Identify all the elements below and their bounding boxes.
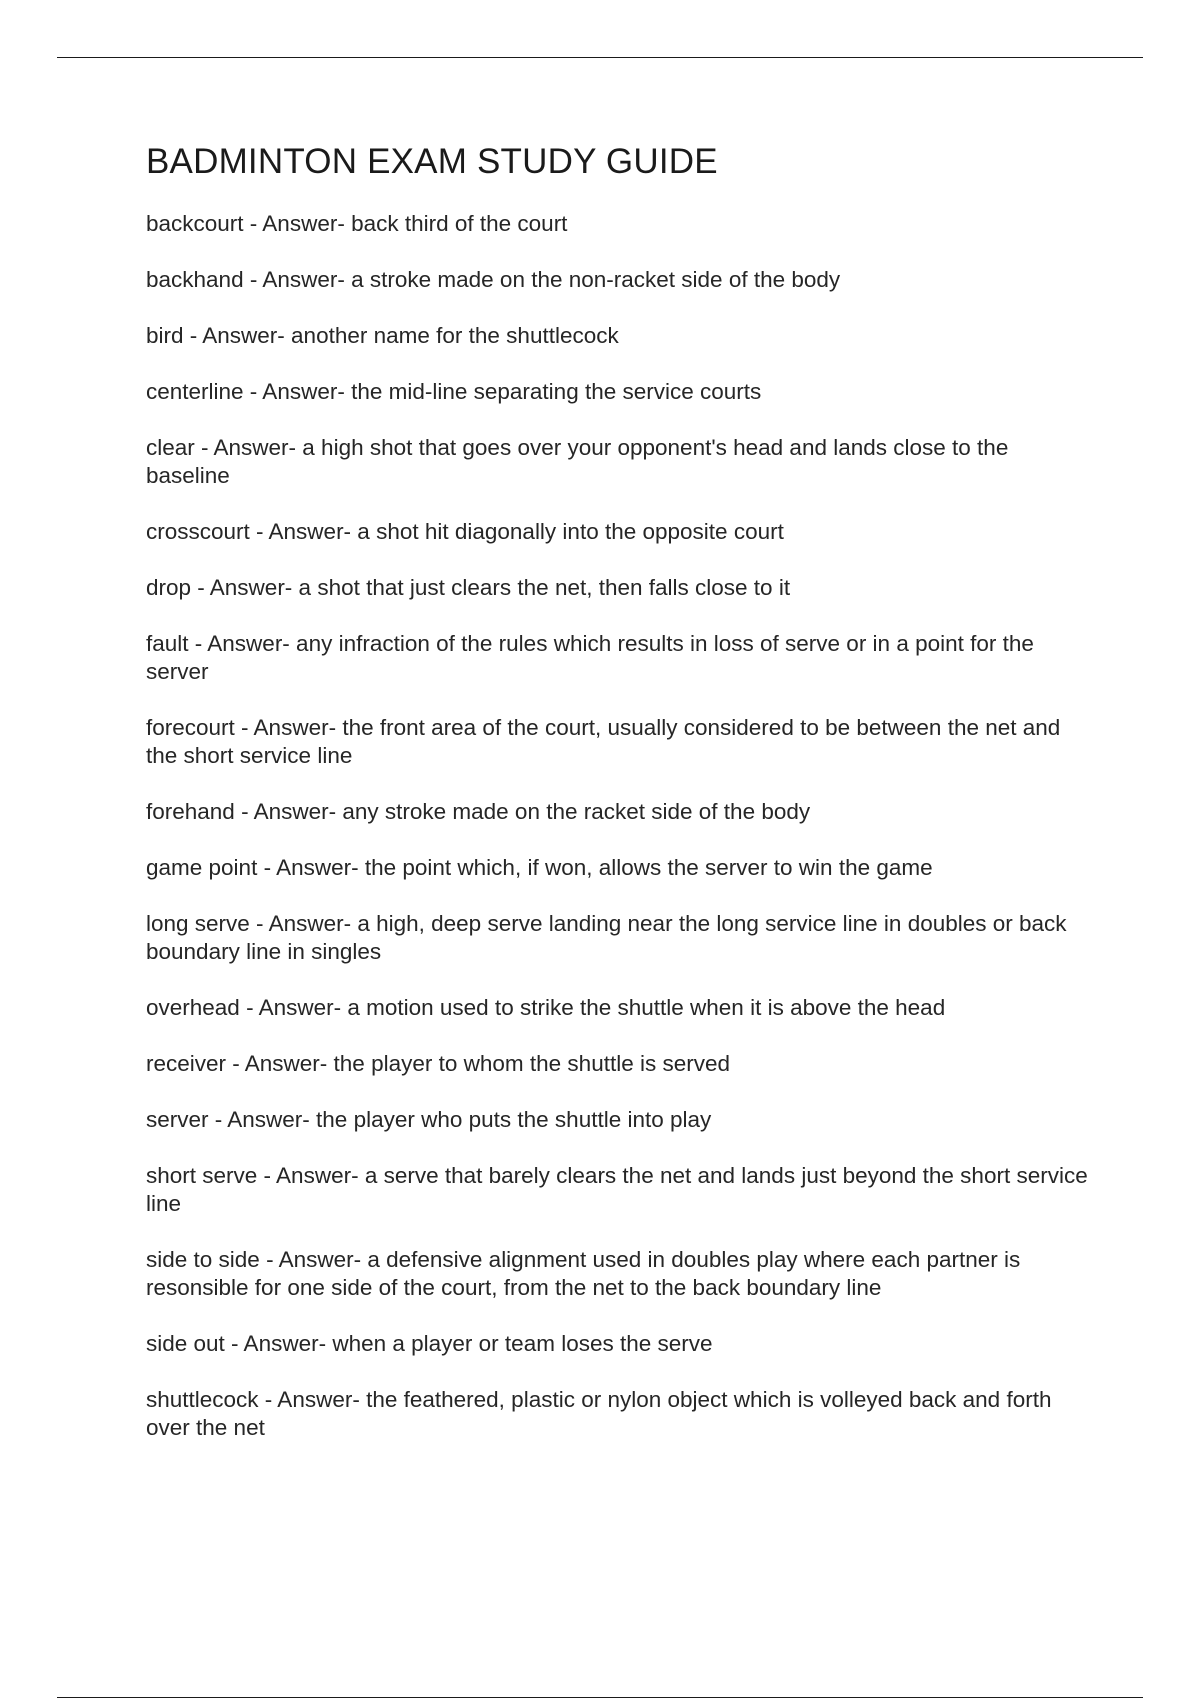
glossary-entry: centerline - Answer- the mid-line separating the service courts <box>146 379 762 404</box>
glossary-entry: backcourt - Answer- back third of the court <box>146 211 568 236</box>
glossary-entry: side to side - Answer- a defensive alignment used in doubles play where each partner is resonsible for one side of the court, from the net to the back boundary line <box>146 1247 1021 1300</box>
glossary-entry: server - Answer- the player who puts the shuttle into play <box>146 1107 712 1132</box>
glossary-entry: overhead - Answer- a motion used to strike the shuttle when it is above the head <box>146 995 946 1020</box>
glossary-entry: bird - Answer- another name for the shuttlecock <box>146 323 619 348</box>
glossary-entry: receiver - Answer- the player to whom the shuttle is served <box>146 1051 731 1076</box>
glossary-entry: drop - Answer- a shot that just clears the net, then falls close to it <box>146 575 791 600</box>
glossary-entry: crosscourt - Answer- a shot hit diagonally into the opposite court <box>146 519 784 544</box>
glossary-entry: backhand - Answer- a stroke made on the non-racket side of the body <box>146 267 841 292</box>
glossary-entry: clear - Answer- a high shot that goes over your opponent's head and lands close to the baseline <box>146 435 1009 488</box>
page-content <box>146 140 1096 1470</box>
bottom-divider <box>57 1697 1143 1698</box>
glossary-entry: forecourt - Answer- the front area of the court, usually considered to be between the net and the short service line <box>146 715 1061 768</box>
glossary-entry: short serve - Answer- a serve that barely clears the net and lands just beyond the short service line <box>146 1163 1088 1216</box>
top-divider <box>57 57 1143 58</box>
glossary-entry: forehand - Answer- any stroke made on the racket side of the body <box>146 799 811 824</box>
glossary-entry: side out - Answer- when a player or team loses the serve <box>146 1331 713 1356</box>
glossary-entry: long serve - Answer- a high, deep serve landing near the long service line in doubles or back boundary line in singles <box>146 911 1067 964</box>
glossary-entry: fault - Answer- any infraction of the rules which results in loss of serve or in a point for the server <box>146 631 1034 684</box>
page-title: BADMINTON EXAM STUDY GUIDE <box>146 142 718 181</box>
glossary-list <box>146 210 1096 1442</box>
glossary-entry: game point - Answer- the point which, if won, allows the server to win the game <box>146 855 933 880</box>
glossary-entry: shuttlecock - Answer- the feathered, plastic or nylon object which is volleyed back and forth over the net <box>146 1387 1052 1440</box>
